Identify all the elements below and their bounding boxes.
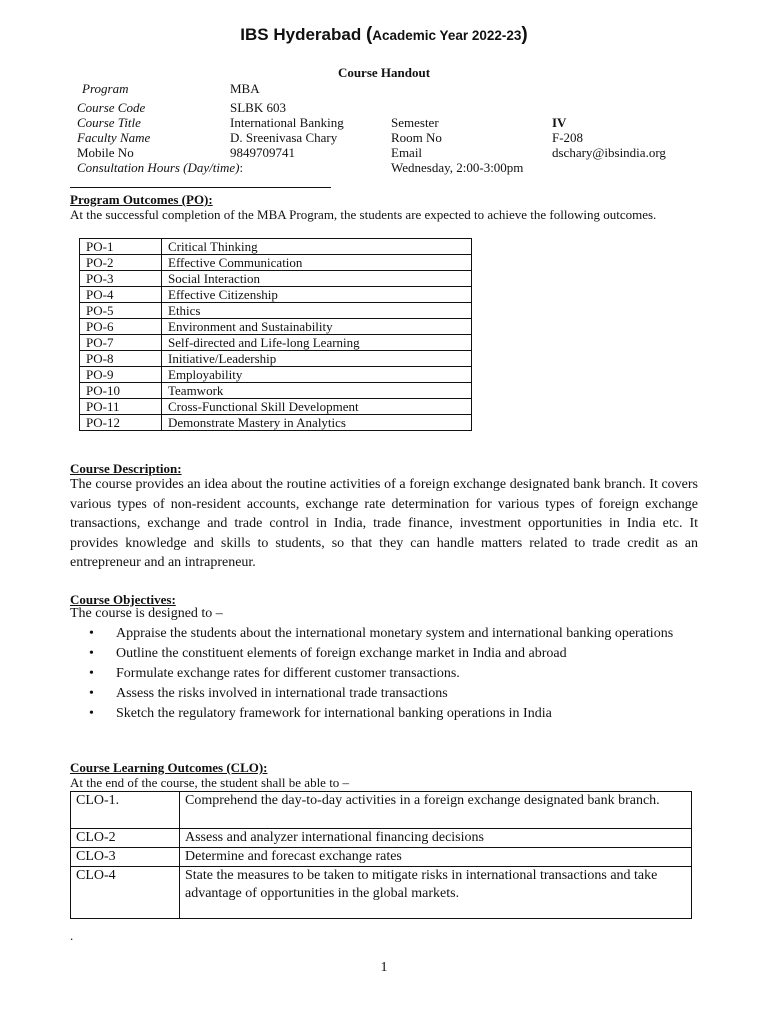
objective-item <box>70 644 690 663</box>
title-main: IBS Hyderabad <box>240 25 366 44</box>
clo-row <box>71 867 692 919</box>
po-row <box>80 303 472 319</box>
program-outcomes-intro: At the successful completion of the MBA Program, the students are expected to achieve the following outcomes. <box>70 207 657 222</box>
objective-text: Formulate exchange rates for different customer transactions. <box>116 666 460 681</box>
mobile-value: 9849709741 <box>230 145 295 160</box>
clo-intro: At the end of the course, the student shall be able to – <box>70 775 350 790</box>
program-outcomes-heading: Program Outcomes (PO): <box>70 192 213 207</box>
po-code: PO-3 <box>80 271 162 287</box>
course-title-label: Course Title <box>77 115 141 130</box>
po-row <box>80 367 472 383</box>
course-description-heading: Course Description: <box>70 461 182 476</box>
objective-item <box>70 684 690 703</box>
po-code: PO-10 <box>80 383 162 399</box>
objective-text: Appraise the students about the international monetary system and international banking operations <box>116 626 674 641</box>
po-text: Cross-Functional Skill Development <box>162 399 472 415</box>
document-title <box>0 24 768 46</box>
room-value: F-208 <box>552 130 584 145</box>
consultation-label <box>77 160 243 175</box>
consultation-label-text: Consultation Hours (Day/time) <box>77 160 240 175</box>
consultation-colon: : <box>239 160 244 175</box>
po-row <box>80 335 472 351</box>
course-code-value: SLBK 603 <box>230 100 286 115</box>
room-label: Room No <box>391 130 442 145</box>
po-row <box>80 383 472 399</box>
objective-text: Sketch the regulatory framework for international banking operations in India <box>116 706 552 721</box>
po-code: PO-5 <box>80 303 162 319</box>
po-code: PO-11 <box>80 399 162 415</box>
clo-row <box>71 848 692 867</box>
course-objectives-intro: The course is designed to – <box>70 606 223 621</box>
objective-item <box>70 664 690 683</box>
po-text: Self-directed and Life-long Learning <box>162 335 472 351</box>
clo-text: Comprehend the day-to-day activities in a foreign exchange designated bank branch. <box>180 792 692 829</box>
course-objectives-heading: Course Objectives: <box>70 592 176 607</box>
po-row <box>80 351 472 367</box>
bullet-icon: • <box>89 666 94 681</box>
semester-value: IV <box>552 115 567 130</box>
email-value[interactable]: dschary@ibsindia.org <box>552 145 666 160</box>
po-code: PO-8 <box>80 351 162 367</box>
clo-text: State the measures to be taken to mitigate risks in international transactions and take advantage of opportunities in the global markets. <box>180 867 692 919</box>
po-row <box>80 319 472 335</box>
po-text: Demonstrate Mastery in Analytics <box>162 415 472 431</box>
po-text: Ethics <box>162 303 472 319</box>
objective-item <box>70 704 690 723</box>
clo-table <box>70 791 692 919</box>
clo-heading: Course Learning Outcomes (CLO): <box>70 760 268 775</box>
clo-code: CLO-1. <box>71 792 180 829</box>
divider-line <box>70 187 331 188</box>
mobile-label: Mobile No <box>77 145 134 160</box>
course-description-text: The course provides an idea about the routine activities of a foreign exchange designated bank branch. It covers various types of non-resident accounts, exchange rate determination for various types of foreign exchange transactions, exchange and trade control in India, trade finance, investment opportunities in India etc. It provides knowledge and skills to students, so that they can handle matters related to trade credit as an entrepreneur and an intrapreneur. <box>70 477 698 570</box>
po-code: PO-2 <box>80 255 162 271</box>
title-paren-open: ( <box>365 24 373 45</box>
course-handout-heading: Course Handout <box>337 65 431 80</box>
program-label: Program <box>82 81 129 96</box>
course-objectives-list <box>70 624 690 724</box>
bullet-icon: • <box>89 626 94 641</box>
clo-row <box>71 792 692 829</box>
po-text: Social Interaction <box>162 271 472 287</box>
po-code: PO-1 <box>80 239 162 255</box>
po-text: Employability <box>162 367 472 383</box>
po-code: PO-9 <box>80 367 162 383</box>
po-code: PO-6 <box>80 319 162 335</box>
bullet-icon: • <box>89 706 94 721</box>
po-row <box>80 239 472 255</box>
bullet-icon: • <box>89 646 94 661</box>
program-value: MBA <box>230 81 260 96</box>
title-academic-year: Academic Year 2022-23 <box>372 28 522 43</box>
po-text: Effective Communication <box>162 255 472 271</box>
po-row <box>80 271 472 287</box>
course-code-label: Course Code <box>77 100 146 115</box>
po-text: Initiative/Leadership <box>162 351 472 367</box>
semester-label: Semester <box>391 115 439 130</box>
objective-text: Assess the risks involved in international trade transactions <box>116 686 448 701</box>
clo-text: Determine and forecast exchange rates <box>180 848 692 867</box>
stray-dot: . <box>70 928 74 943</box>
po-code: PO-4 <box>80 287 162 303</box>
po-code: PO-12 <box>80 415 162 431</box>
po-row <box>80 399 472 415</box>
po-text: Effective Citizenship <box>162 287 472 303</box>
page-number: 1 <box>380 960 388 975</box>
clo-code: CLO-2 <box>71 829 180 848</box>
consultation-value: Wednesday, 2:00-3:00pm <box>391 160 524 175</box>
email-label: Email <box>391 145 423 160</box>
course-title-value: International Banking <box>230 115 344 130</box>
po-row <box>80 415 472 431</box>
objective-item <box>70 624 690 643</box>
title-paren-close: ) <box>521 24 528 45</box>
objective-text: Outline the constituent elements of foreign exchange market in India and abroad <box>116 646 567 661</box>
po-text: Teamwork <box>162 383 472 399</box>
clo-text: Assess and analyzer international financing decisions <box>180 829 692 848</box>
po-row <box>80 287 472 303</box>
po-row <box>80 255 472 271</box>
clo-code: CLO-4 <box>71 867 180 919</box>
po-text: Critical Thinking <box>162 239 472 255</box>
clo-code: CLO-3 <box>71 848 180 867</box>
po-text: Environment and Sustainability <box>162 319 472 335</box>
program-outcomes-table <box>79 238 472 431</box>
bullet-icon: • <box>89 686 94 701</box>
clo-row <box>71 829 692 848</box>
faculty-label: Faculty Name <box>77 130 151 145</box>
po-code: PO-7 <box>80 335 162 351</box>
faculty-value: D. Sreenivasa Chary <box>230 130 338 145</box>
